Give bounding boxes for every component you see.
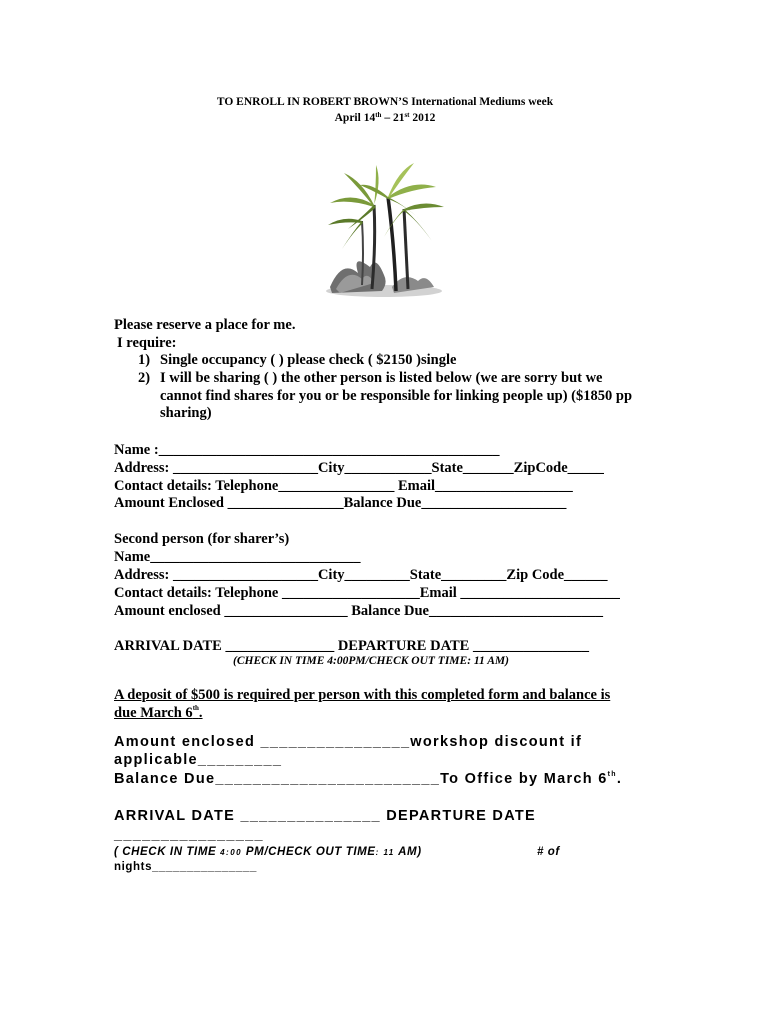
require-text: I require: bbox=[117, 335, 177, 351]
deposit-notice-line1: A deposit of $500 is required per person with this completed form and balance is bbox=[114, 687, 611, 703]
option2-number: 2) bbox=[138, 370, 151, 386]
arrival-departure-field-2[interactable]: ARRIVAL DATE _______________ DEPARTURE DATE bbox=[114, 808, 537, 824]
option2-text-line2: cannot find shares for you or be responsible for linking people up) ($1850 pp bbox=[160, 388, 633, 404]
arrival-departure-field[interactable]: ARRIVAL DATE _______________ DEPARTURE DATE ________________ bbox=[114, 638, 589, 654]
amount-field[interactable]: Amount Enclosed ________________Balance Due____________________ bbox=[114, 495, 567, 511]
second-amount-field[interactable]: Amount enclosed _________________ Balance Due________________________ bbox=[114, 603, 603, 619]
deposit-notice-line2: due March 6th. bbox=[114, 704, 203, 721]
balance-due-field[interactable]: Balance Due________________________To Office by March 6th. bbox=[114, 771, 623, 787]
second-contact-field[interactable]: Contact details: Telephone ___________________Email ______________________ bbox=[114, 585, 620, 601]
check-times-note-2: ( CHECK IN TIME 4:00 PM/CHECK OUT TIME: 11 AM) bbox=[114, 846, 422, 858]
option1-number: 1) bbox=[138, 352, 151, 368]
header-dates: April 14th – 21st 2012 bbox=[334, 111, 436, 124]
name-field[interactable]: Name :_______________________________________________ bbox=[114, 442, 500, 458]
header-title: TO ENROLL IN ROBERT BROWN’S International Mediums week bbox=[216, 96, 554, 108]
second-name-field[interactable]: Name_____________________________ bbox=[114, 549, 361, 565]
nights-field[interactable]: nights_______________ bbox=[114, 861, 258, 873]
option2-text-line1: I will be sharing ( ) the other person is listed below (we are sorry but we bbox=[160, 370, 603, 386]
departure-date-blank[interactable]: ________________ bbox=[114, 827, 264, 843]
second-person-heading: Second person (for sharer’s) bbox=[114, 531, 290, 547]
palm-tree-image bbox=[322, 163, 446, 299]
reserve-text: Please reserve a place for me. bbox=[114, 317, 296, 333]
applicable-field[interactable]: applicable_________ bbox=[114, 752, 283, 768]
second-address-field[interactable]: Address: ____________________City_________State_________Zip Code______ bbox=[114, 567, 608, 583]
address-field[interactable]: Address: ____________________City____________State_______ZipCode_____ bbox=[114, 460, 604, 476]
amount-enclosed-field[interactable]: Amount enclosed ________________workshop discount if bbox=[114, 734, 583, 750]
palm-tree-icon bbox=[322, 163, 446, 299]
contact-field[interactable]: Contact details: Telephone________________ Email___________________ bbox=[114, 478, 573, 494]
option1-text: Single occupancy ( ) please check ( $2150 )single bbox=[160, 352, 457, 368]
option2-text-line3: sharing) bbox=[160, 405, 212, 421]
check-times-note: (CHECK IN TIME 4:00PM/CHECK OUT TIME: 11 AM) bbox=[233, 655, 509, 667]
number-of-label: # of bbox=[537, 846, 560, 858]
